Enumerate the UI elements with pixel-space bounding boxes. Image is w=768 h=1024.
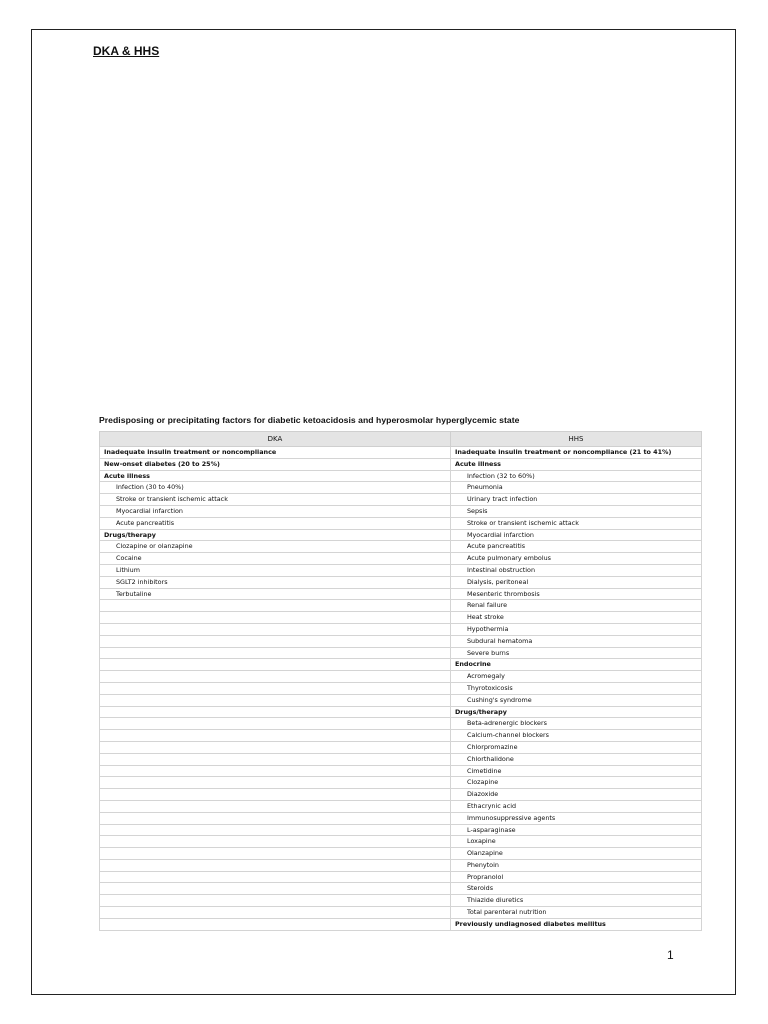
table-caption: Predisposing or precipitating factors for diabetic ketoacidosis and hyperosmolar hyperglycemic state (99, 415, 520, 425)
table-row (100, 635, 702, 647)
table-row (100, 883, 702, 895)
dka-cell (100, 647, 451, 659)
table-row (100, 458, 702, 470)
table-row (100, 588, 702, 600)
hhs-cell: Urinary tract infection (451, 494, 702, 506)
table-row (100, 671, 702, 683)
hhs-cell: Olanzapine (451, 848, 702, 860)
dka-cell: Clozapine or olanzapine (100, 541, 451, 553)
hhs-cell: Infection (32 to 60%) (451, 470, 702, 482)
dka-cell (100, 859, 451, 871)
hhs-cell: Renal failure (451, 600, 702, 612)
dka-cell (100, 895, 451, 907)
dka-cell: Lithium (100, 564, 451, 576)
table-row (100, 659, 702, 671)
hhs-cell: Thyrotoxicosis (451, 682, 702, 694)
table-row (100, 612, 702, 624)
dka-cell (100, 718, 451, 730)
table-row (100, 824, 702, 836)
table-row (100, 541, 702, 553)
dka-cell (100, 836, 451, 848)
hhs-cell: Chlorthalidone (451, 753, 702, 765)
hhs-cell: Severe burns (451, 647, 702, 659)
dka-cell: Inadequate insulin treatment or noncompliance (100, 447, 451, 459)
table-row (100, 753, 702, 765)
table-row (100, 718, 702, 730)
dka-cell (100, 918, 451, 930)
table-row (100, 800, 702, 812)
table-row (100, 682, 702, 694)
dka-cell: Cocaine (100, 553, 451, 565)
hhs-cell: Cushing's syndrome (451, 694, 702, 706)
table-row (100, 741, 702, 753)
table-row (100, 470, 702, 482)
hhs-cell: Total parenteral nutrition (451, 907, 702, 919)
hhs-cell: Calcium-channel blockers (451, 730, 702, 742)
hhs-cell: Steroids (451, 883, 702, 895)
dka-cell (100, 623, 451, 635)
table-row (100, 623, 702, 635)
dka-cell: Drugs/therapy (100, 529, 451, 541)
table-row (100, 576, 702, 588)
table-row (100, 730, 702, 742)
dka-cell (100, 612, 451, 624)
table-row (100, 848, 702, 860)
table-row (100, 812, 702, 824)
hhs-cell: Ethacrynic acid (451, 800, 702, 812)
hhs-cell: Stroke or transient ischemic attack (451, 517, 702, 529)
dka-cell (100, 730, 451, 742)
hhs-cell: Hypothermia (451, 623, 702, 635)
hhs-cell: Chlorpromazine (451, 741, 702, 753)
hhs-cell: Subdural hematoma (451, 635, 702, 647)
dka-cell (100, 741, 451, 753)
hhs-cell: Heat stroke (451, 612, 702, 624)
table-row (100, 447, 702, 459)
hhs-cell: Phenytoin (451, 859, 702, 871)
dka-cell (100, 600, 451, 612)
dka-cell (100, 800, 451, 812)
dka-cell (100, 682, 451, 694)
table-row (100, 871, 702, 883)
dka-cell (100, 812, 451, 824)
hhs-cell: Immunosuppressive agents (451, 812, 702, 824)
dka-cell: Acute illness (100, 470, 451, 482)
table-row (100, 907, 702, 919)
page-number: 1 (667, 948, 674, 962)
hhs-cell: Mesenteric thrombosis (451, 588, 702, 600)
dka-cell: Myocardial infarction (100, 505, 451, 517)
dka-cell: SGLT2 inhibitors (100, 576, 451, 588)
hhs-cell: Acromegaly (451, 671, 702, 683)
table-row (100, 553, 702, 565)
table-row (100, 918, 702, 930)
hhs-cell: Cimetidine (451, 765, 702, 777)
dka-cell (100, 765, 451, 777)
table-row (100, 859, 702, 871)
dka-cell (100, 883, 451, 895)
table-row (100, 647, 702, 659)
table-row (100, 517, 702, 529)
dka-cell (100, 848, 451, 860)
hhs-cell: Myocardial infarction (451, 529, 702, 541)
hhs-cell: Thiazide diuretics (451, 895, 702, 907)
hhs-cell: Acute pulmonary embolus (451, 553, 702, 565)
dka-cell (100, 871, 451, 883)
hhs-cell: Beta-adrenergic blockers (451, 718, 702, 730)
dka-cell (100, 659, 451, 671)
dka-cell (100, 635, 451, 647)
hhs-cell: Previously undiagnosed diabetes mellitus (451, 918, 702, 930)
dka-cell (100, 671, 451, 683)
table-row (100, 505, 702, 517)
table-row (100, 564, 702, 576)
table-body (100, 447, 702, 931)
dka-cell (100, 753, 451, 765)
hhs-cell: Drugs/therapy (451, 706, 702, 718)
table-row (100, 765, 702, 777)
factors-table (99, 431, 702, 931)
table-row (100, 836, 702, 848)
hhs-cell: Endocrine (451, 659, 702, 671)
table-row (100, 895, 702, 907)
dka-cell (100, 907, 451, 919)
table-row (100, 494, 702, 506)
header-dka: DKA (100, 432, 451, 447)
dka-cell: Stroke or transient ischemic attack (100, 494, 451, 506)
dka-cell: Infection (30 to 40%) (100, 482, 451, 494)
table-row (100, 694, 702, 706)
dka-cell: New-onset diabetes (20 to 25%) (100, 458, 451, 470)
dka-cell (100, 789, 451, 801)
table-row (100, 777, 702, 789)
table-row (100, 600, 702, 612)
hhs-cell: Sepsis (451, 505, 702, 517)
hhs-cell: L-asparaginase (451, 824, 702, 836)
dka-cell (100, 777, 451, 789)
table-row (100, 789, 702, 801)
dka-cell (100, 706, 451, 718)
header-hhs: HHS (451, 432, 702, 447)
hhs-cell: Propranolol (451, 871, 702, 883)
hhs-cell: Acute pancreatitis (451, 541, 702, 553)
table-row (100, 706, 702, 718)
hhs-cell: Clozapine (451, 777, 702, 789)
hhs-cell: Inadequate insulin treatment or noncompliance (21 to 41%) (451, 447, 702, 459)
hhs-cell: Intestinal obstruction (451, 564, 702, 576)
dka-cell: Terbutaline (100, 588, 451, 600)
hhs-cell: Acute illness (451, 458, 702, 470)
hhs-cell: Dialysis, peritoneal (451, 576, 702, 588)
dka-cell: Acute pancreatitis (100, 517, 451, 529)
dka-cell (100, 824, 451, 836)
table-row (100, 482, 702, 494)
document-title: DKA & HHS (93, 44, 160, 58)
table-header (100, 432, 702, 447)
hhs-cell: Loxapine (451, 836, 702, 848)
hhs-cell: Pneumonia (451, 482, 702, 494)
table-row (100, 529, 702, 541)
dka-cell (100, 694, 451, 706)
hhs-cell: Diazoxide (451, 789, 702, 801)
